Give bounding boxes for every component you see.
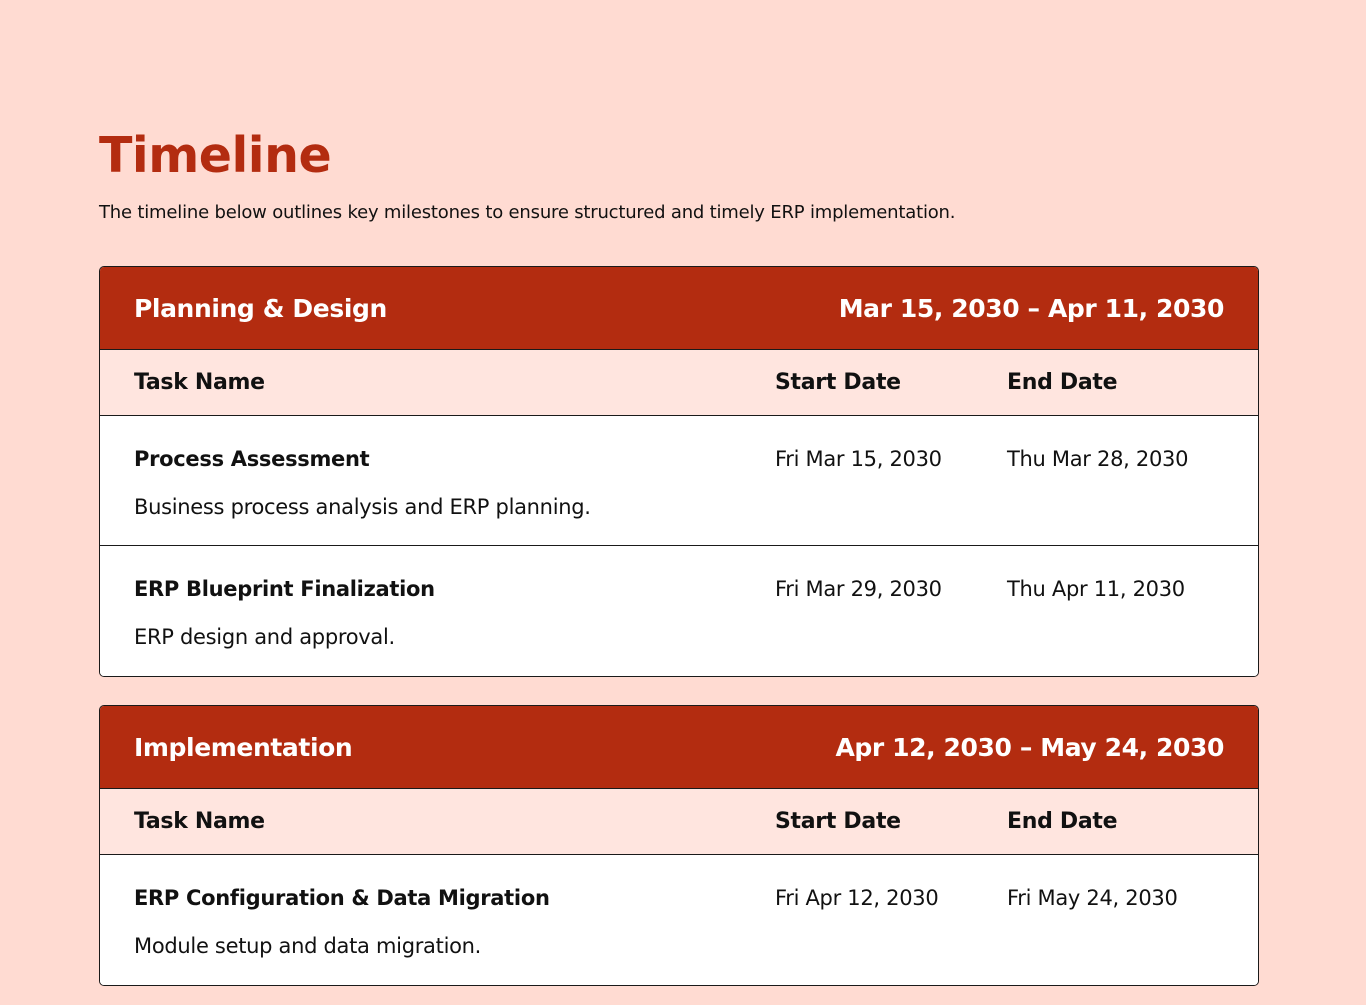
task-start-date: Fri Apr 12, 2030 — [775, 886, 939, 910]
task-end-date: Fri May 24, 2030 — [1007, 886, 1178, 910]
column-header-end-date: End Date — [1007, 370, 1118, 395]
phase-card-planning-design — [99, 266, 1259, 677]
task-end-date: Thu Mar 28, 2030 — [1007, 447, 1189, 471]
page-title: Timeline — [99, 127, 332, 184]
task-name: ERP Blueprint Finalization — [134, 577, 435, 601]
task-start-date: Fri Mar 29, 2030 — [775, 577, 942, 601]
column-header-end-date: End Date — [1007, 809, 1118, 834]
task-cell — [134, 546, 775, 676]
table-row — [100, 416, 1258, 546]
column-header-start-date: Start Date — [775, 809, 901, 834]
task-name: ERP Configuration & Data Migration — [134, 886, 550, 910]
task-start-date: Fri Mar 15, 2030 — [775, 447, 942, 471]
phase-date-range: Apr 12, 2030 – May 24, 2030 — [835, 732, 1224, 762]
column-header-row — [100, 350, 1258, 416]
task-description: ERP design and approval. — [134, 625, 395, 649]
column-header-task-name: Task Name — [134, 809, 265, 834]
task-description: Business process analysis and ERP planning. — [134, 495, 591, 519]
column-header-task-name: Task Name — [134, 370, 265, 395]
phase-header — [100, 706, 1258, 789]
phase-header — [100, 267, 1258, 350]
phase-name: Planning & Design — [134, 293, 387, 323]
page-subtitle: The timeline below outlines key milestones to ensure structured and timely ERP implementation. — [99, 202, 956, 223]
phase-name: Implementation — [134, 732, 353, 762]
task-description: Module setup and data migration. — [134, 934, 482, 958]
task-name: Process Assessment — [134, 447, 370, 471]
task-cell — [134, 855, 775, 985]
column-header-row — [100, 789, 1258, 855]
column-header-start-date: Start Date — [775, 370, 901, 395]
task-cell — [134, 416, 775, 545]
task-end-date: Thu Apr 11, 2030 — [1007, 577, 1185, 601]
table-row — [100, 855, 1258, 985]
phase-card-implementation — [99, 705, 1259, 986]
phase-date-range: Mar 15, 2030 – Apr 11, 2030 — [838, 293, 1224, 323]
table-row — [100, 546, 1258, 676]
